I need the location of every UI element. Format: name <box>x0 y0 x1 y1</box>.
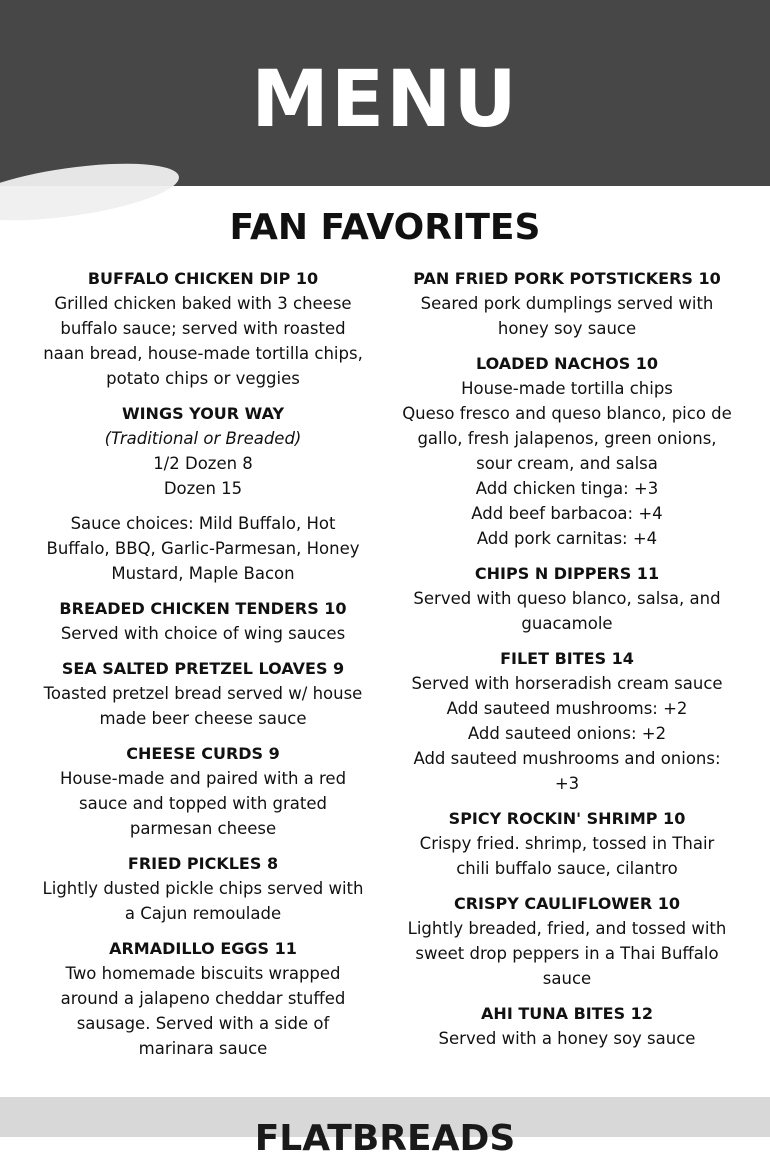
menu-item-description: Two homemade biscuits wrapped around a jalapeno cheddar stuffed sausage. Served with a side of marinara sauce <box>60 964 346 1058</box>
menu-item-description: Add pork carnitas: +4 <box>476 529 658 548</box>
menu-item-description: Add sauteed onions: +2 <box>467 724 667 743</box>
menu-item-description: Add beef barbacoa: +4 <box>471 504 663 523</box>
menu-item <box>402 806 732 881</box>
menu-item <box>402 891 732 991</box>
menu-item <box>402 351 732 551</box>
menu-columns <box>0 252 770 1121</box>
menu-item-description: Add sauteed mushrooms: +2 <box>446 699 688 718</box>
menu-item-description: Dozen 15 <box>163 479 243 498</box>
menu-item-description: 1/2 Dozen 8 <box>153 454 253 473</box>
menu-item-description: Add chicken tinga: +3 <box>475 479 659 498</box>
menu-item <box>38 741 368 841</box>
menu-item-description: Lightly breaded, fried, and tossed with sweet drop peppers in a Thai Buffalo sauce <box>407 919 727 988</box>
menu-item-name: AHI TUNA BITES 12 <box>481 1004 653 1023</box>
hero-banner <box>0 0 770 186</box>
page-title: MENU <box>251 55 519 145</box>
menu-item-name: CHIPS N DIPPERS 11 <box>474 564 660 583</box>
menu-item <box>38 266 368 391</box>
menu-item <box>402 1001 732 1051</box>
menu-item-name: CRISPY CAULIFLOWER 10 <box>453 894 681 913</box>
menu-column-right <box>402 266 732 1061</box>
menu-item <box>38 936 368 1061</box>
menu-item <box>38 401 368 586</box>
menu-item-name: ARMADILLO EGGS 11 <box>109 939 297 958</box>
section-title: FAN FAVORITES <box>229 207 541 248</box>
menu-item-sauce-choices: Sauce choices: Mild Buffalo, Hot Buffalo, BBQ, Garlic-Parmesan, Honey Mustard, Maple Bacon <box>46 514 360 583</box>
menu-item <box>402 561 732 636</box>
menu-item <box>38 851 368 926</box>
menu-item-description: Toasted pretzel bread served w/ house made beer cheese sauce <box>43 684 363 728</box>
menu-item-name: SPICY ROCKIN' SHRIMP 10 <box>448 809 686 828</box>
menu-item-description: Grilled chicken baked with 3 cheese buffalo sauce; served with roasted naan bread, house-made tortilla chips, potato chips or veggies <box>43 294 363 388</box>
menu-item-description: Served with a honey soy sauce <box>438 1029 696 1048</box>
menu-item-description: Served with horseradish cream sauce <box>411 674 723 693</box>
menu-item-name: BREADED CHICKEN TENDERS 10 <box>59 599 347 618</box>
spacer <box>38 501 368 511</box>
menu-item-name: FILET BITES 14 <box>500 649 634 668</box>
menu-item-name: SEA SALTED PRETZEL LOAVES 9 <box>61 659 345 678</box>
menu-item-description: House-made tortilla chips <box>461 379 673 398</box>
menu-item-description: Queso fresco and queso blanco, pico de gallo, fresh jalapenos, green onions, sour cream, and salsa <box>402 404 732 473</box>
menu-item-name: FRIED PICKLES 8 <box>127 854 279 873</box>
menu-item-description: Crispy fried. shrimp, tossed in Thair chili buffalo sauce, cilantro <box>419 834 715 878</box>
menu-item-description: Served with queso blanco, salsa, and guacamole <box>413 589 721 633</box>
menu-item-name: PAN FRIED PORK POTSTICKERS 10 <box>413 269 721 288</box>
next-section-banner <box>0 1097 770 1159</box>
menu-item <box>38 596 368 646</box>
menu-item-name: WINGS YOUR WAY <box>121 404 285 423</box>
menu-item-description: Add sauteed mushrooms and onions: +3 <box>413 749 721 793</box>
menu-item-description: Lightly dusted pickle chips served with a Cajun remoulade <box>42 879 364 923</box>
menu-item-style: (Traditional or Breaded) <box>104 429 302 448</box>
menu-item <box>402 266 732 341</box>
menu-column-left <box>38 266 368 1071</box>
menu-item <box>38 656 368 731</box>
next-section-title: FLATBREADS <box>254 1118 516 1159</box>
menu-item-description: House-made and paired with a red sauce and topped with grated parmesan cheese <box>59 769 347 838</box>
menu-item-description: Seared pork dumplings served with honey soy sauce <box>420 294 714 338</box>
menu-item-name: CHEESE CURDS 9 <box>126 744 280 763</box>
menu-item-name: LOADED NACHOS 10 <box>475 354 659 373</box>
menu-item-name: BUFFALO CHICKEN DIP 10 <box>87 269 319 288</box>
menu-item <box>402 646 732 796</box>
menu-item-description: Served with choice of wing sauces <box>60 624 346 643</box>
